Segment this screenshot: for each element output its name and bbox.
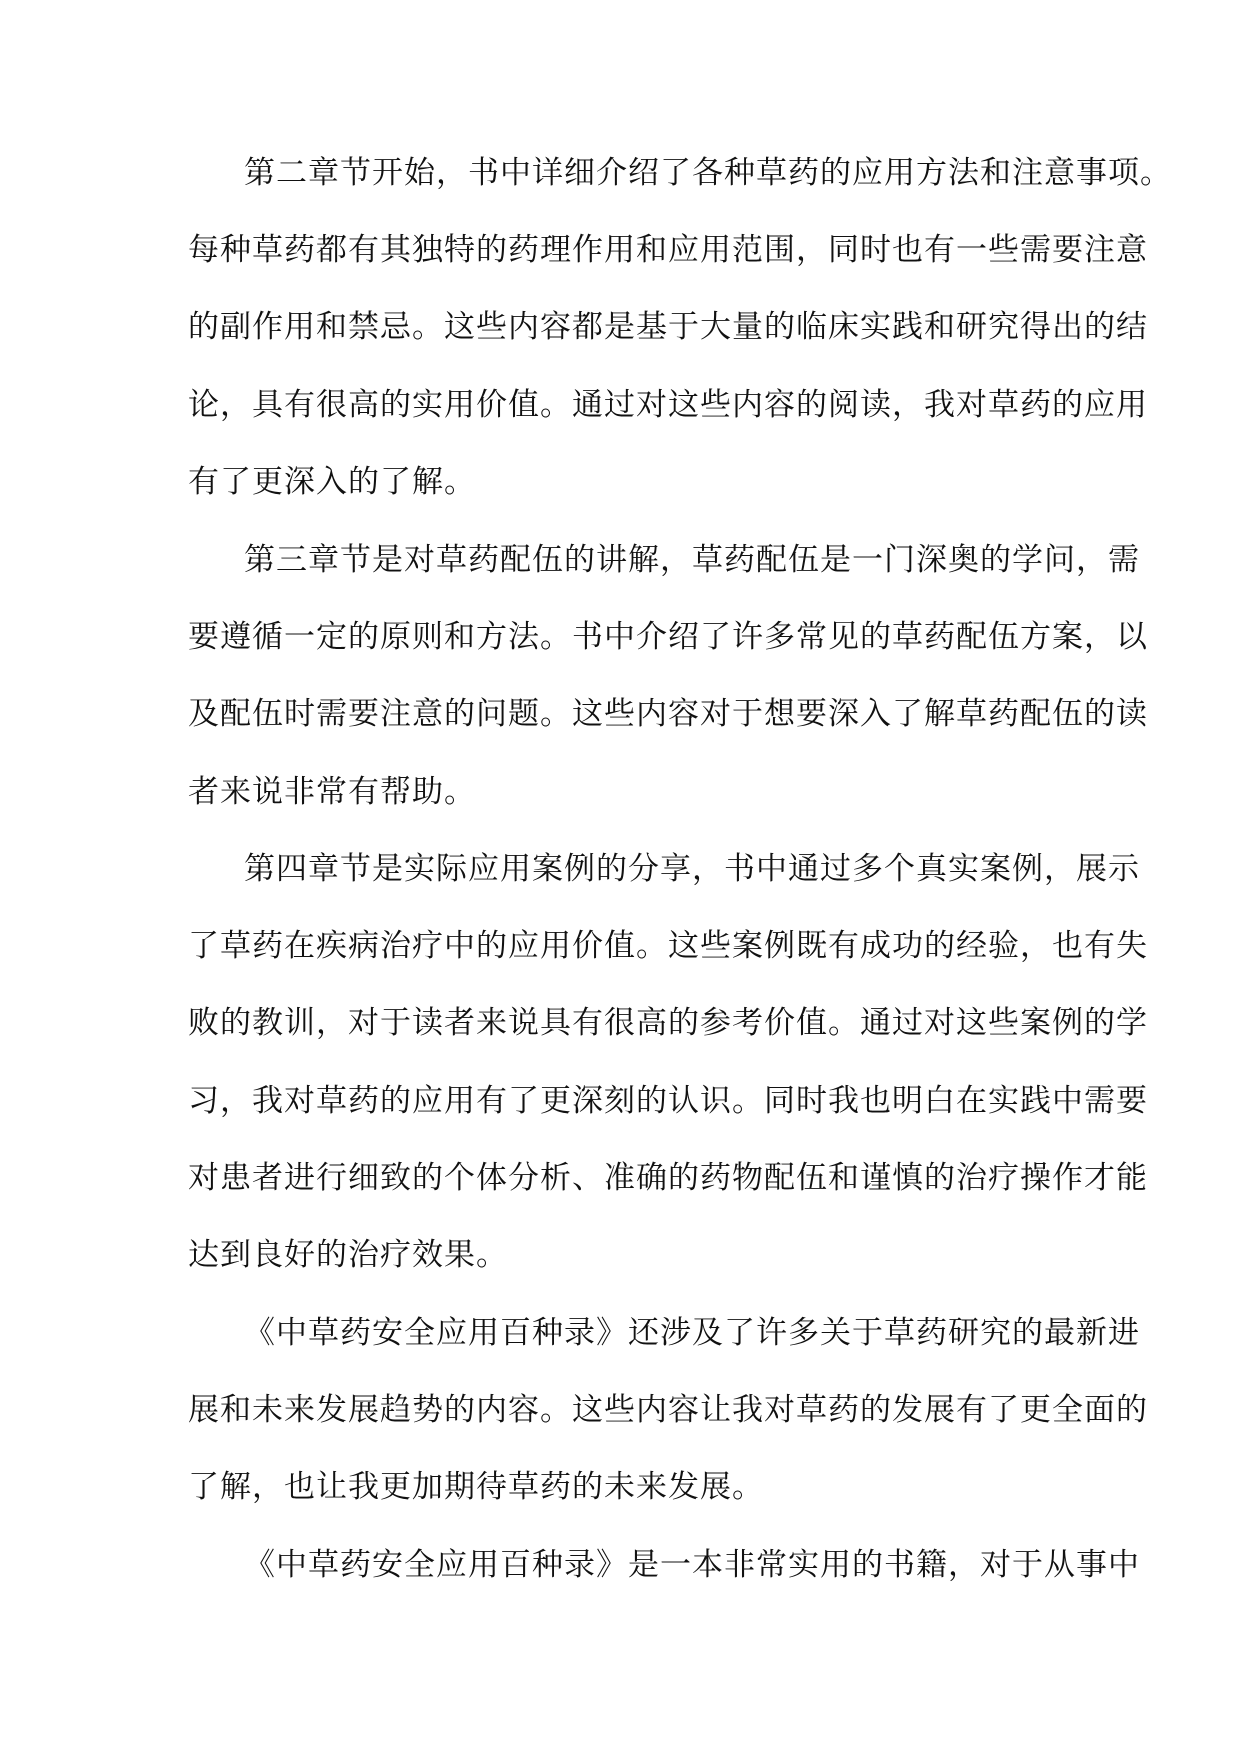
- text-line: 的副作用和禁忌。这些内容都是基于大量的临床实践和研究得出的结: [188, 309, 1148, 345]
- text-line: 对患者进行细致的个体分析、准确的药物配伍和谨慎的治疗操作才能: [188, 1160, 1148, 1196]
- text-line: 有了更深入的了解。: [188, 464, 476, 500]
- text-line: 第四章节是实际应用案例的分享，书中通过多个真实案例，展示: [244, 851, 1140, 887]
- text-line: 习，我对草药的应用有了更深刻的认识。同时我也明白在实践中需要: [188, 1083, 1148, 1119]
- text-line: 要遵循一定的原则和方法。书中介绍了许多常见的草药配伍方案，以: [188, 619, 1148, 655]
- text-line: 每种草药都有其独特的药理作用和应用范围，同时也有一些需要注意: [188, 232, 1148, 268]
- text-line: 论，具有很高的实用价值。通过对这些内容的阅读，我对草药的应用: [188, 387, 1148, 423]
- text-line: 第三章节是对草药配伍的讲解，草药配伍是一门深奥的学问，需: [244, 542, 1140, 578]
- text-line: 展和未来发展趋势的内容。这些内容让我对草药的发展有了更全面的: [188, 1392, 1148, 1428]
- text-line: 《中草药安全应用百种录》是一本非常实用的书籍，对于从事中: [244, 1547, 1140, 1583]
- text-line: 及配伍时需要注意的问题。这些内容对于想要深入了解草药配伍的读: [188, 696, 1148, 732]
- text-line: 第二章节开始，书中详细介绍了各种草药的应用方法和注意事项。: [244, 155, 1172, 191]
- text-line: 达到良好的治疗效果。: [188, 1237, 508, 1273]
- text-line: 了草药在疾病治疗中的应用价值。这些案例既有成功的经验，也有失: [188, 928, 1148, 964]
- text-line: 《中草药安全应用百种录》还涉及了许多关于草药研究的最新进: [244, 1315, 1140, 1351]
- text-line: 败的教训，对于读者来说具有很高的参考价值。通过对这些案例的学: [188, 1005, 1148, 1041]
- text-line: 者来说非常有帮助。: [188, 774, 476, 810]
- text-line: 了解，也让我更加期待草药的未来发展。: [188, 1469, 764, 1505]
